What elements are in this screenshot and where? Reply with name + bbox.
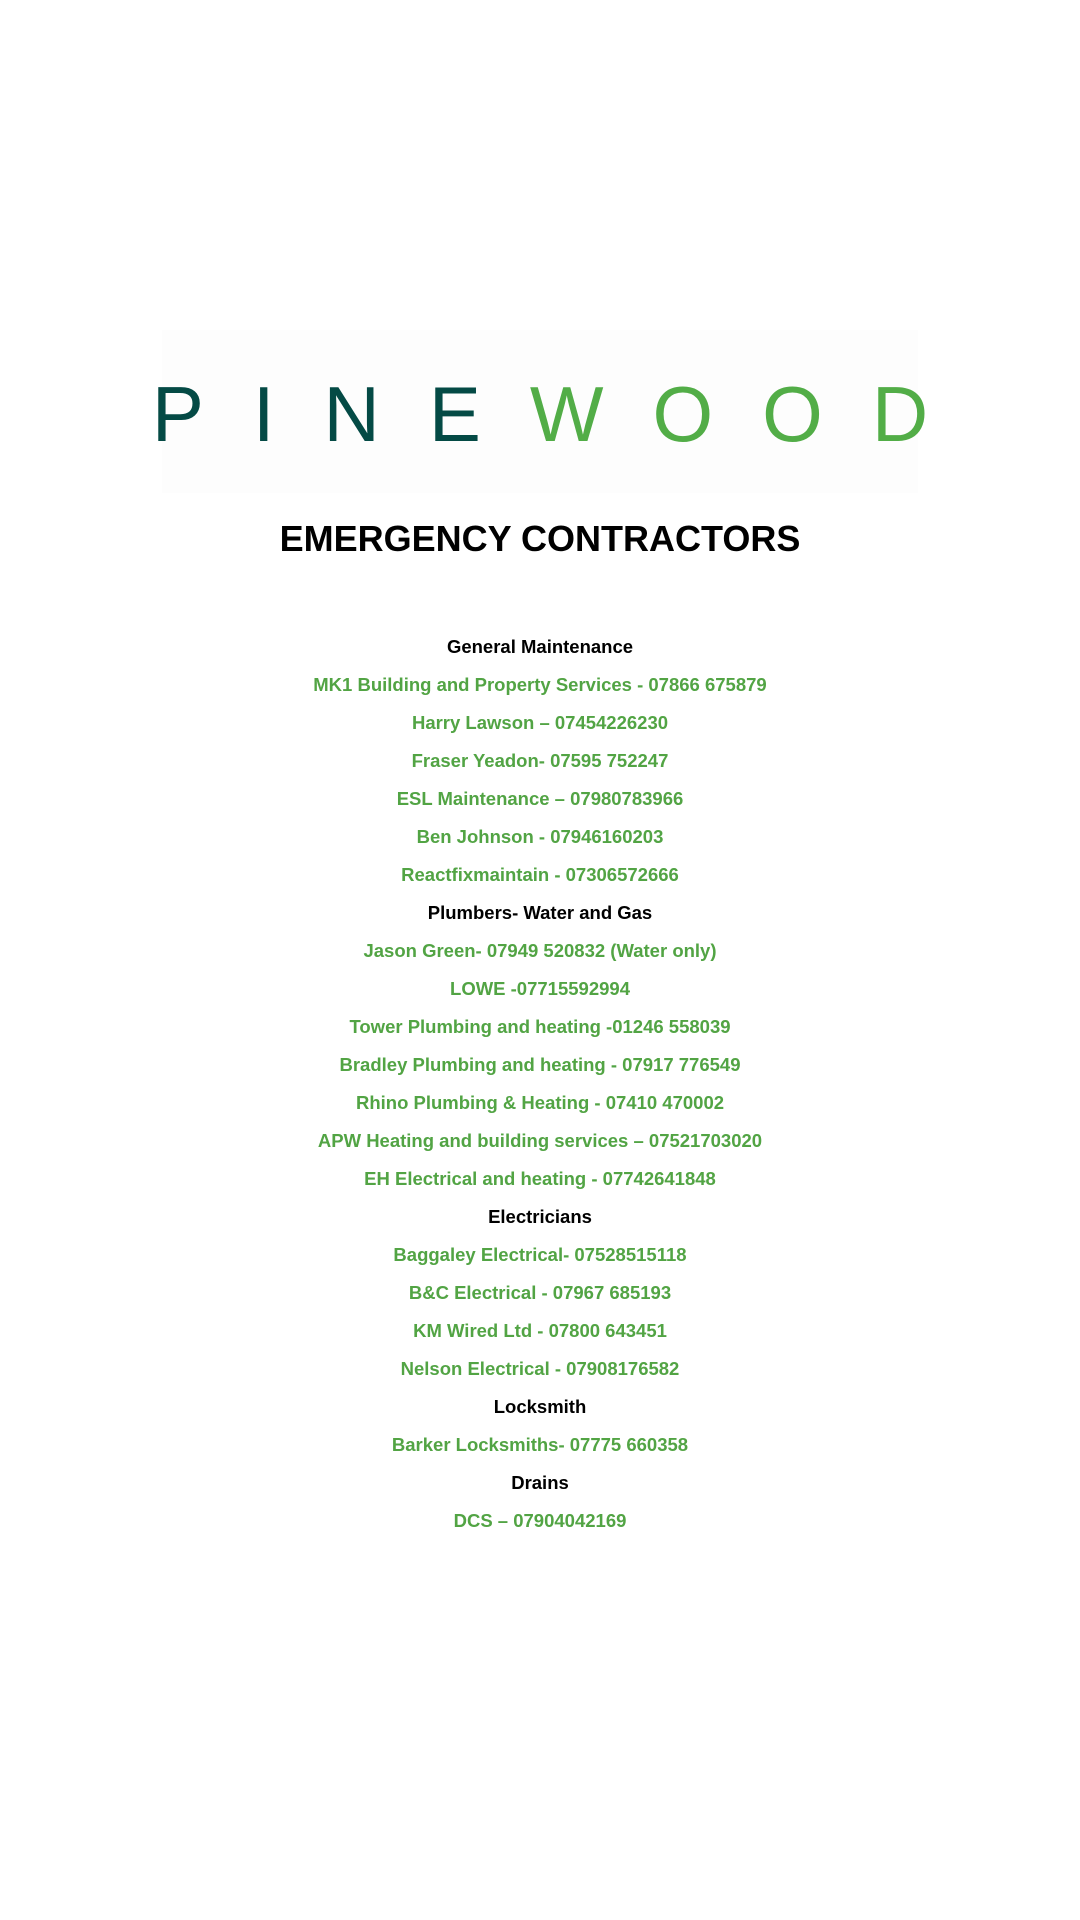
contractor-entry: APW Heating and building services – 07521703020: [317, 1130, 763, 1151]
contractor-entry: Jason Green- 07949 520832 (Water only): [363, 940, 717, 961]
section-heading: Locksmith: [493, 1396, 587, 1417]
section-heading: Drains: [511, 1472, 569, 1493]
pinewood-logo: [151, 369, 978, 458]
logo-text-pine: PINE: [151, 369, 530, 458]
contractor-entry: Ben Johnson - 07946160203: [416, 826, 664, 847]
logo-text-wood: WOOD: [529, 369, 978, 458]
section-heading: Electricians: [488, 1206, 592, 1227]
page-title: EMERGENCY CONTRACTORS: [279, 518, 801, 559]
contractor-entry: Bradley Plumbing and heating - 07917 776549: [339, 1054, 741, 1075]
contractor-entry: Rhino Plumbing & Heating - 07410 470002: [355, 1092, 725, 1113]
section-heading: Plumbers- Water and Gas: [427, 902, 653, 923]
contractor-list: [0, 628, 1080, 1540]
contractor-entry: Harry Lawson – 07454226230: [411, 712, 669, 733]
contractor-entry: B&C Electrical - 07967 685193: [408, 1282, 672, 1303]
contractor-entry: DCS – 07904042169: [453, 1510, 627, 1531]
contractor-entry: LOWE -07715592994: [450, 978, 630, 999]
contractor-entry: Nelson Electrical - 07908176582: [400, 1358, 680, 1379]
logo-banner: [151, 330, 978, 493]
contractor-entry: EH Electrical and heating - 07742641848: [364, 1168, 716, 1189]
contractor-entry: Tower Plumbing and heating -01246 558039: [349, 1016, 731, 1037]
contractor-entry: KM Wired Ltd - 07800 643451: [413, 1320, 667, 1341]
contractor-entry: MK1 Building and Property Services - 07866 675879: [313, 674, 767, 695]
contractor-entry: ESL Maintenance – 07980783966: [396, 788, 684, 809]
contractor-entry: Baggaley Electrical- 07528515118: [393, 1244, 687, 1265]
contractor-entry: Barker Locksmiths- 07775 660358: [391, 1434, 689, 1455]
contractor-entry: Reactfixmaintain - 07306572666: [401, 864, 679, 885]
section-heading: General Maintenance: [446, 636, 634, 657]
contractor-entry: Fraser Yeadon- 07595 752247: [411, 750, 669, 771]
